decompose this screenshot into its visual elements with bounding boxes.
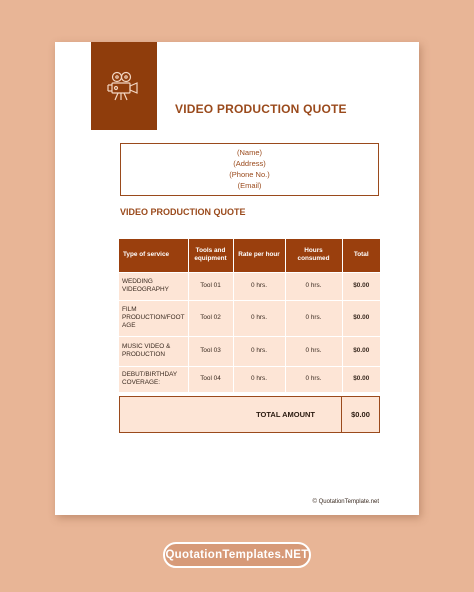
cell-total: $0.00 bbox=[342, 366, 380, 392]
quote-table bbox=[119, 239, 380, 392]
column-header-total: Total bbox=[342, 239, 380, 272]
cell-tool: Tool 01 bbox=[188, 272, 233, 300]
contact-box bbox=[120, 143, 379, 196]
cell-hours: 0 hrs. bbox=[285, 272, 342, 300]
table-row bbox=[119, 300, 380, 336]
cell-service: WEDDING VIDEOGRAPHY bbox=[119, 272, 188, 300]
document-page bbox=[55, 42, 419, 515]
column-header-service: Type of service bbox=[119, 239, 188, 272]
cell-total: $0.00 bbox=[342, 300, 380, 336]
cell-hours: 0 hrs. bbox=[285, 336, 342, 366]
contact-email: (Email) bbox=[237, 181, 262, 190]
column-header-tools: Tools and equipment bbox=[188, 239, 233, 272]
cell-total: $0.00 bbox=[342, 272, 380, 300]
total-amount-label: TOTAL AMOUNT bbox=[120, 397, 342, 432]
cell-rate: 0 hrs. bbox=[233, 272, 285, 300]
film-camera-icon bbox=[106, 71, 142, 101]
table-row bbox=[119, 366, 380, 392]
section-title: VIDEO PRODUCTION QUOTE bbox=[120, 207, 246, 217]
table-row bbox=[119, 336, 380, 366]
table-header-row bbox=[119, 239, 380, 272]
contact-address: (Address) bbox=[233, 159, 266, 168]
cell-tool: Tool 03 bbox=[188, 336, 233, 366]
cell-hours: 0 hrs. bbox=[285, 300, 342, 336]
total-amount-row bbox=[119, 396, 380, 433]
brand-badge[interactable]: QuotationTemplates.NET bbox=[163, 542, 311, 568]
cell-hours: 0 hrs. bbox=[285, 366, 342, 392]
table-row bbox=[119, 272, 380, 300]
cell-tool: Tool 02 bbox=[188, 300, 233, 336]
cell-rate: 0 hrs. bbox=[233, 336, 285, 366]
total-amount-value: $0.00 bbox=[351, 410, 370, 419]
contact-phone: (Phone No.) bbox=[229, 170, 270, 179]
cell-rate: 0 hrs. bbox=[233, 300, 285, 336]
column-header-rate: Rate per hour bbox=[233, 239, 285, 272]
cell-service: MUSIC VIDEO & PRODUCTION bbox=[119, 336, 188, 366]
cell-tool: Tool 04 bbox=[188, 366, 233, 392]
copyright-text: © QuotationTemplate.net bbox=[312, 499, 379, 505]
contact-name: (Name) bbox=[236, 148, 262, 157]
cell-service: DEBUT/BIRTHDAY COVERAGE: bbox=[119, 366, 188, 392]
cell-rate: 0 hrs. bbox=[233, 366, 285, 392]
cell-service: FILM PRODUCTION/FOOT AGE bbox=[119, 300, 188, 336]
document-title: VIDEO PRODUCTION QUOTE bbox=[175, 102, 347, 116]
column-header-hours: Hours consumed bbox=[285, 239, 342, 272]
logo-block bbox=[91, 42, 157, 130]
cell-total: $0.00 bbox=[342, 336, 380, 366]
